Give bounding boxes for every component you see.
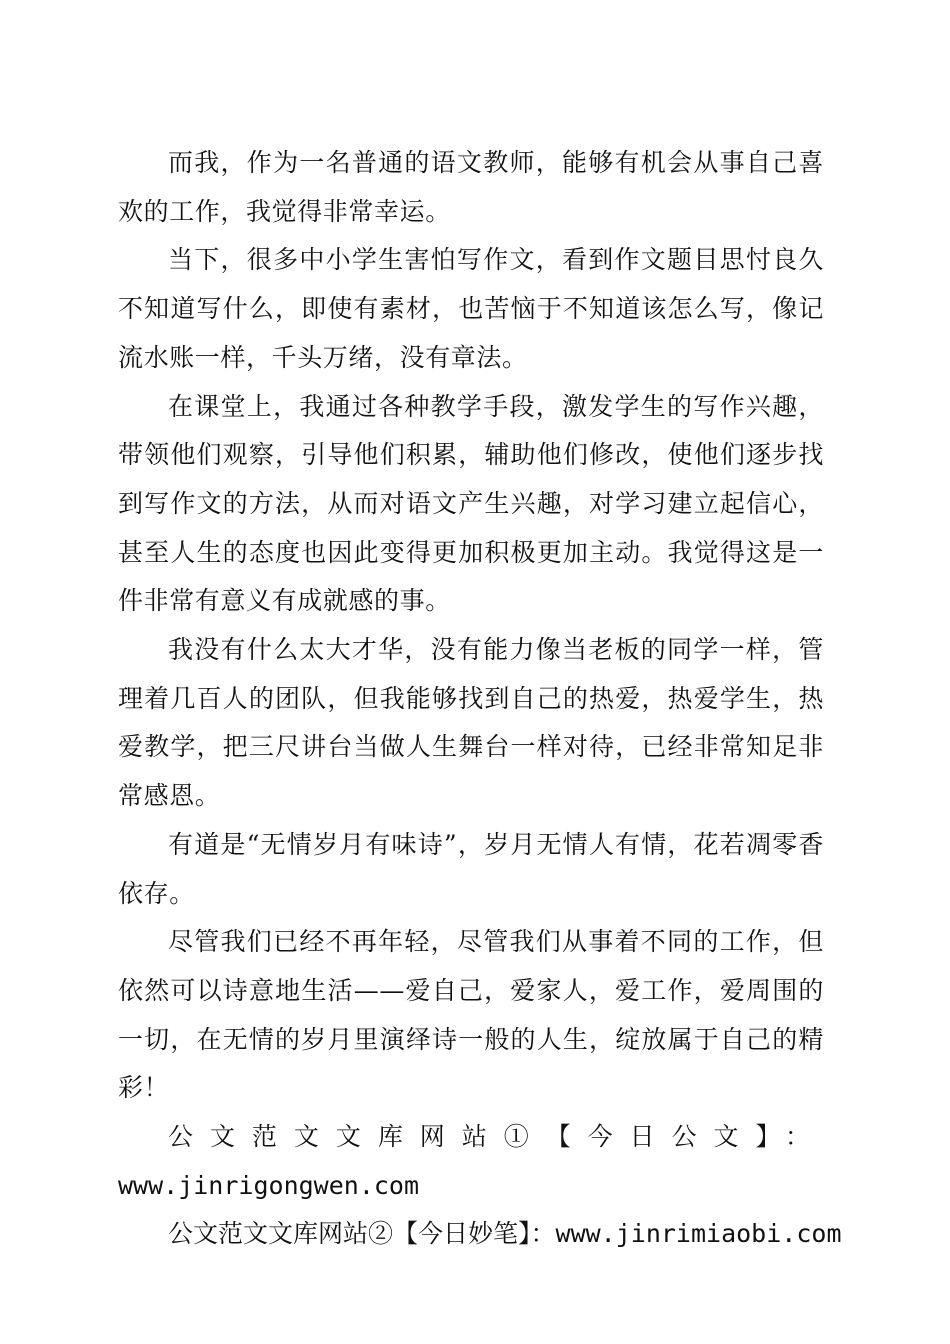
paragraph-5: 有道是“无情岁月有味诗”，岁月无情人有情，花若凋零香依存。 <box>118 829 824 908</box>
paragraph-3: 在课堂上，我通过各种教学手段，激发学生的写作兴趣，带领他们观察，引导他们积累，辅助他们修改，使他们逐步找到写作文的方法，从而对语文产生兴趣，对学习建立起信心，甚至人生的态度也因此变得更加积极更加主动。我觉得这是一件非常有意义有成就感的事。 <box>118 391 824 616</box>
paragraph-6: 尽管我们已经不再年轻，尽管我们从事着不同的工作，但依然可以诗意地生活——爱自己，爱家人，爱工作，爱周围的一切，在无情的岁月里演绎诗一般的人生，绽放属于自己的精彩！ <box>118 927 824 1103</box>
footer-site-2 <box>118 1210 842 1259</box>
footer-site-2-label: 公文范文文库网站②【今日妙笔】： <box>168 1219 556 1249</box>
paragraph-2: 当下，很多中小学生害怕写作文，看到作文题目思忖良久不知道写什么，即使有素材，也苦恼于不知道该怎么写，像记流水账一样，千头万绪，没有章法。 <box>118 245 824 372</box>
document-body <box>118 139 842 1259</box>
footer-site-1-url-line <box>118 1162 824 1211</box>
paragraph-1: 而我，作为一名普通的语文教师，能够有机会从事自己喜欢的工作，我觉得非常幸运。 <box>118 148 824 226</box>
paragraph-4: 我没有什么太大才华，没有能力像当老板的同学一样，管理着几百人的团队，但我能够找到自己的热爱，热爱学生，热爱教学，把三尺讲台当做人生舞台一样对待，已经非常知足非常感恩。 <box>118 635 824 811</box>
footer-site-2-url[interactable]: www.jinrimiaobi.com <box>555 1219 842 1249</box>
footer-site-1 <box>118 1113 824 1162</box>
footer-site-1-url[interactable]: www.jinrigongwen.com <box>118 1170 420 1200</box>
footer-site-1-label: 公文范文文库网站①【今日公文】： <box>168 1122 824 1152</box>
